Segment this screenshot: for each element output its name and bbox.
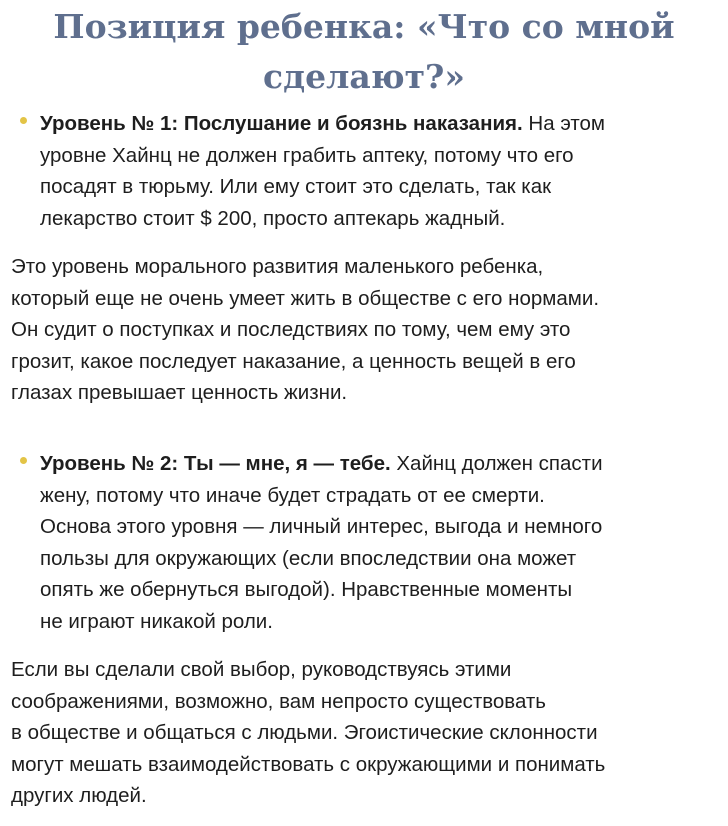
paragraph-1-line-4: грозит, какое последует наказание, а ценность вещей в его — [11, 349, 576, 373]
bullet-dot-icon — [20, 117, 27, 124]
paragraph-1 — [11, 251, 723, 409]
bullet-level-1-line-2: уровне Хайнц не должен грабить аптеку, потому что его — [40, 143, 574, 167]
bullet-dot-icon — [20, 457, 27, 464]
bullet-level-2-line-4: пользы для окружающих (если впоследствии она может — [40, 546, 577, 570]
bullet-level-2-line-5: опять же обернуться выгодой). Нравственные моменты — [40, 578, 573, 601]
bullet-level-1-line-3: посадят в тюрьму. Или ему стоит это сделать, так как — [40, 175, 552, 198]
bullet-level-2-line-6: не играют никакой роли. — [40, 609, 273, 633]
bullet-level-1 — [40, 108, 720, 234]
paragraph-2-line-3: в обществе и общаться с людьми. Эгоистические склонности — [11, 721, 598, 744]
bullet-level-1-heading: Уровень № 1: Послушание и боязнь наказания. — [40, 112, 523, 135]
bullet-level-2 — [40, 448, 720, 637]
paragraph-2-line-2: соображениями, возможно, вам непросто существовать — [11, 689, 546, 713]
bullet-level-2-line-3: Основа этого уровня — личный интерес, выгода и немного — [40, 515, 603, 538]
paragraph-2-line-4: могут мешать взаимодействовать с окружающими и понимать — [11, 752, 606, 776]
title-line-1: Позиция ребенка: «Что со мной — [53, 7, 675, 46]
paragraph-2-line-5: других людей. — [11, 784, 147, 807]
bullet-level-2-line-2: жену, потому что иначе будет страдать от ее смерти. — [40, 483, 545, 507]
paragraph-1-line-1: Это уровень морального развития маленького ребенка, — [11, 255, 544, 278]
title-line-2: сделают?» — [263, 57, 465, 96]
paragraph-1-line-3: Он судит о поступках и последствиях по тому, чем ему это — [11, 318, 571, 341]
bullet-level-1-text-1: На этом — [522, 112, 605, 135]
page-title — [0, 2, 728, 102]
bullet-level-2-line-1 — [40, 448, 720, 480]
bullet-level-2-text-1: Хайнц должен спасти — [390, 452, 603, 475]
bullet-level-1-line-1 — [40, 108, 720, 140]
paragraph-1-line-5: глазах превышает ценность жизни. — [11, 381, 348, 404]
bullet-level-1-line-4: лекарство стоит $ 200, просто аптекарь жадный. — [40, 206, 506, 230]
bullet-level-2-heading: Уровень № 2: Ты — мне, я — тебе. — [40, 452, 391, 475]
paragraph-2-line-1: Если вы сделали свой выбор, руководствуясь этими — [11, 658, 512, 681]
paragraph-2 — [11, 654, 723, 812]
paragraph-1-line-2: который еще не очень умеет жить в обществе с его нормами. — [11, 286, 600, 310]
